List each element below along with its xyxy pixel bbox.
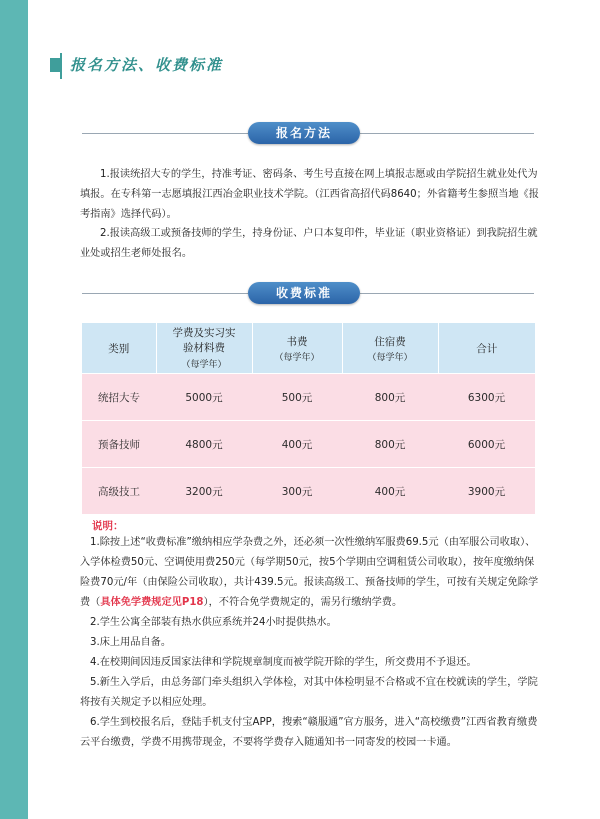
cell-total: 6300元 <box>438 374 535 421</box>
header-tuition: 学费及实习实验材料费 （每学年） <box>156 323 252 374</box>
section1-rule-right <box>360 133 534 134</box>
section2-rule-left <box>82 293 248 294</box>
note-4: 4.在校期间因违反国家法律和学院规章制度而被学院开除的学生，所交费用不予退还。 <box>90 657 477 668</box>
header-books: 书费 （每学年） <box>252 323 342 374</box>
cell-category: 高级技工 <box>82 468 156 515</box>
cell-books: 500元 <box>252 374 342 421</box>
cell-total: 3900元 <box>438 468 535 515</box>
note-6: 6.学生到校报名后，登陆手机支付宝APP，搜索“赣服通”官方服务，进入“高校缴费”江西省教育缴费云平台缴费，学费不用携带现金，不要将学费存入随通知书一同寄发的校园一卡通。 <box>80 717 538 748</box>
cell-tuition: 5000元 <box>156 374 252 421</box>
section2-title: 收费标准 <box>248 282 360 304</box>
section2-rule-right <box>360 293 534 294</box>
section1-rule-left <box>82 133 248 134</box>
header-lodging: 住宿费 （每学年） <box>342 323 438 374</box>
table-row <box>82 374 535 421</box>
notes-title: 说明： <box>92 520 124 532</box>
left-decorative-strip <box>0 0 28 819</box>
cell-books: 400元 <box>252 421 342 468</box>
registration-paragraph-2: 2.报读高级工或预备技师的学生，持身份证、户口本复印件，毕业证（职业资格证）到我院招生就业处或招生老师处报名。 <box>80 228 538 259</box>
cell-tuition: 3200元 <box>156 468 252 515</box>
table-row <box>82 468 535 515</box>
cell-total: 6000元 <box>438 421 535 468</box>
header-total: 合计 <box>438 323 535 374</box>
heading-marker-icon <box>50 58 60 72</box>
cell-category: 预备技师 <box>82 421 156 468</box>
table-row <box>82 421 535 468</box>
cell-lodging: 800元 <box>342 421 438 468</box>
cell-category: 统招大专 <box>82 374 156 421</box>
cell-lodging: 400元 <box>342 468 438 515</box>
registration-paragraph-1: 1.报读统招大专的学生，持准考证、密码条、考生号直接在网上填报志愿或由学院招生就业处代为填报。在专科第一志愿填报江西冶金职业技术学院。（江西省高招代码8640；外省籍考生参照当地《报考指南》选择代码）。 <box>80 169 539 220</box>
note-3: 3.床上用品自备。 <box>90 637 172 648</box>
note-2: 2.学生公寓全部装有热水供应系统并24小时提供热水。 <box>90 617 337 628</box>
note-1-highlight: 具体免学费规定见P18 <box>100 597 204 608</box>
cell-books: 300元 <box>252 468 342 515</box>
heading-marker-line <box>60 53 62 79</box>
header-category: 类别 <box>82 323 156 374</box>
note-5: 5.新生入学后，由总务部门牵头组织入学体检，对其中体检明显不合格或不宜在校就读的学生，学院将按有关规定予以相应处理。 <box>80 677 538 708</box>
page-title: 报名方法、收费标准 <box>70 56 224 74</box>
fee-table-header-row <box>82 323 535 374</box>
fee-table <box>82 323 535 514</box>
note-1: 1.除按上述“收费标准”缴纳相应学杂费之外，还必须一次性缴纳军服费69.5元（由军服公司收取）、入学体检费50元、空调使用费250元（每学期50元，按5个学期由空调租赁公司收取），按年度缴纳保险费70元/年（由保险公司收取），共计439.5元。报读高级工、预备技师的学生，可按有关规定免除学费（具体免学费规定见P18），不符合免学费规定的，需另行缴纳学费。 <box>80 537 539 608</box>
cell-lodging: 800元 <box>342 374 438 421</box>
section1-title: 报名方法 <box>248 122 360 144</box>
cell-tuition: 4800元 <box>156 421 252 468</box>
